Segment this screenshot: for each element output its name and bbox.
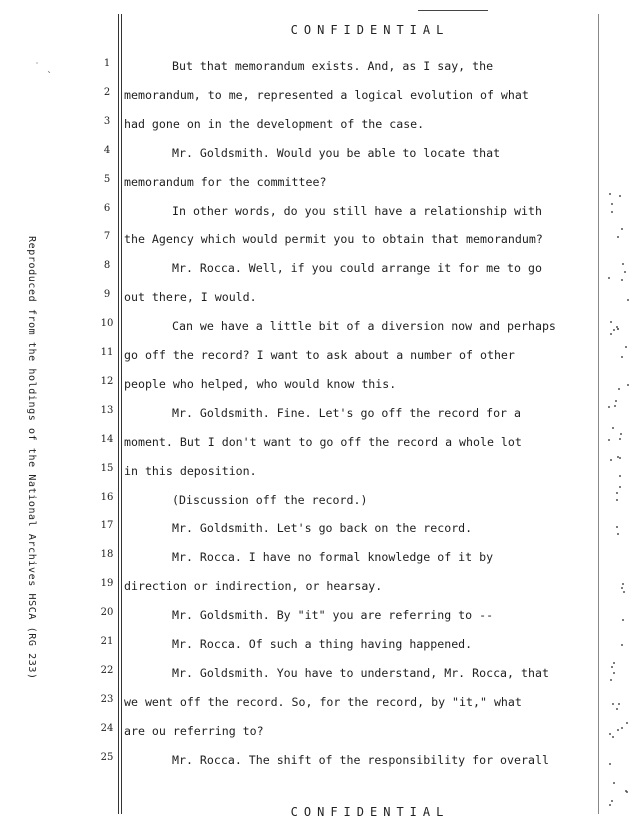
scan-speck — [610, 679, 612, 681]
scan-speck — [616, 499, 618, 501]
scan-speck — [609, 804, 611, 806]
scan-speck — [618, 703, 620, 705]
line-number: 7 — [103, 231, 111, 243]
scan-speck — [622, 263, 624, 265]
line-number: 13 — [100, 404, 114, 416]
scan-speck — [616, 526, 618, 528]
transcript-line: Mr. Goldsmith. You have to understand, Mr. Rocca, that — [172, 665, 549, 680]
scan-speck — [621, 587, 623, 589]
transcript-line: are ou referring to? — [124, 723, 264, 738]
left-margin-rule-inner — [121, 14, 122, 814]
line-number: 11 — [100, 347, 114, 358]
scan-speck — [619, 475, 621, 477]
scan-speck — [611, 666, 613, 668]
transcript-line: memorandum, to me, represented a logical evolution of what — [124, 87, 529, 102]
line-number: 14 — [100, 433, 114, 445]
scan-speck — [613, 672, 615, 674]
line-number: 5 — [103, 173, 111, 185]
page-number-mark — [418, 0, 488, 11]
scan-speck — [612, 427, 614, 429]
scan-speck — [614, 405, 616, 407]
transcript-line: Mr. Goldsmith. Would you be able to locate that — [172, 145, 501, 160]
scan-speck — [626, 722, 628, 724]
transcript-line: Mr. Goldsmith. Fine. Let's go off the record for a — [172, 405, 522, 420]
scan-speck — [609, 763, 611, 765]
line-number: 2 — [103, 86, 111, 98]
line-number: 8 — [103, 260, 111, 272]
left-margin-rule — [118, 14, 119, 814]
line-number: 24 — [100, 722, 114, 734]
scan-speck — [617, 533, 619, 535]
transcript-line: Can we have a little bit of a diversion now and perhaps — [172, 319, 556, 334]
scan-speck — [613, 329, 615, 331]
scan-speck — [612, 703, 614, 705]
transcript-line: In other words, do you still have a relationship with — [172, 203, 542, 218]
scan-speck — [627, 384, 629, 386]
stray-mark: ˙ ˎ — [34, 62, 53, 73]
scan-speck — [610, 333, 612, 335]
scan-speck — [610, 459, 612, 461]
scan-speck — [624, 271, 626, 273]
scan-speck — [608, 439, 610, 441]
transcript-line: But that memorandum exists. And, as I say, the — [172, 59, 494, 73]
right-margin-rule — [598, 14, 599, 814]
line-number: 20 — [100, 607, 114, 619]
scan-speck — [627, 299, 629, 301]
line-number: 16 — [100, 491, 114, 503]
transcript-line: Mr. Goldsmith. By "it" you are referring to -- — [172, 608, 494, 623]
scan-speck — [612, 736, 614, 738]
scan-speck — [617, 328, 619, 330]
line-number: 23 — [100, 693, 114, 705]
line-number: 9 — [103, 289, 111, 301]
line-number: 4 — [103, 144, 111, 156]
scan-speck — [625, 346, 627, 348]
scan-speck — [611, 203, 613, 205]
scan-speck — [608, 277, 610, 279]
line-number: 19 — [100, 578, 114, 590]
line-number: 15 — [100, 462, 114, 474]
scan-speck — [619, 195, 621, 197]
scan-speck — [621, 644, 623, 646]
transcript-line: had gone on in the development of the case. — [124, 116, 425, 131]
scan-speck — [611, 211, 613, 213]
line-number: 3 — [103, 115, 111, 127]
scan-speck — [623, 591, 625, 593]
scan-speck — [622, 583, 624, 585]
transcript-line: moment. But I don't want to go off the record a whole lot — [124, 434, 522, 449]
transcript-line: memorandum for the committee? — [124, 174, 327, 189]
scan-speck — [621, 228, 623, 230]
transcript-line: Mr. Goldsmith. Let's go back on the record. — [172, 521, 473, 536]
line-number: 1 — [103, 58, 111, 69]
scan-speck — [610, 321, 612, 323]
scan-speck — [617, 236, 619, 238]
line-number: 10 — [100, 318, 114, 330]
transcript-line: (Discussion off the record.) — [172, 492, 368, 507]
scan-speck — [609, 193, 611, 195]
scan-speck — [613, 782, 615, 784]
scan-speck — [617, 729, 619, 731]
scan-speck — [621, 727, 623, 729]
transcript-line: Mr. Rocca. Of such a thing having happened. — [172, 637, 473, 651]
scan-speck — [619, 457, 621, 459]
line-number: 6 — [103, 202, 111, 214]
line-number: 21 — [100, 636, 114, 647]
line-number: 18 — [100, 549, 114, 561]
scan-speck — [609, 733, 611, 735]
transcript-line: in this deposition. — [124, 463, 257, 478]
scan-speck — [613, 662, 615, 664]
transcript-line: the Agency which would permit you to obtain that memorandum? — [124, 232, 543, 247]
scan-speck — [615, 400, 617, 402]
transcript-line: direction or indirection, or hearsay. — [124, 579, 383, 594]
scan-speck — [622, 619, 624, 621]
transcript-line: Mr. Rocca. I have no formal knowledge of it by — [172, 550, 494, 565]
scan-speck — [616, 708, 618, 710]
line-number: 12 — [100, 375, 114, 387]
archive-margin-note: Reproduced from the holdings of the National Archives HSCA (RG 233) — [26, 236, 37, 680]
scan-speck — [620, 433, 622, 435]
scan-speck — [621, 356, 623, 358]
scan-speck — [618, 388, 620, 390]
page-footer: CONFIDENTIAL — [290, 805, 450, 819]
transcript-line: people who helped, who would know this. — [124, 376, 397, 391]
line-number: 25 — [100, 751, 114, 763]
transcript-line: we went off the record. So, for the record, by "it," what — [124, 694, 522, 709]
scan-speck — [616, 492, 618, 494]
transcript-line: out there, I would. — [124, 290, 257, 305]
scan-speck — [619, 438, 621, 440]
scan-speck — [608, 406, 610, 408]
scan-edge-noise — [608, 180, 630, 820]
scan-speck — [611, 800, 613, 802]
line-number: 22 — [100, 664, 114, 676]
transcript-line: Mr. Rocca. Well, if you could arrange it for me to go — [172, 261, 542, 276]
scan-speck — [619, 486, 621, 488]
line-number: 17 — [100, 520, 114, 532]
page-header: CONFIDENTIAL — [290, 23, 450, 37]
transcript-line: Mr. Rocca. The shift of the responsibility for overall — [172, 752, 549, 767]
scan-speck — [621, 279, 623, 281]
transcript-line: go off the record? I want to ask about a number of other — [124, 348, 515, 362]
scan-speck — [625, 790, 627, 792]
